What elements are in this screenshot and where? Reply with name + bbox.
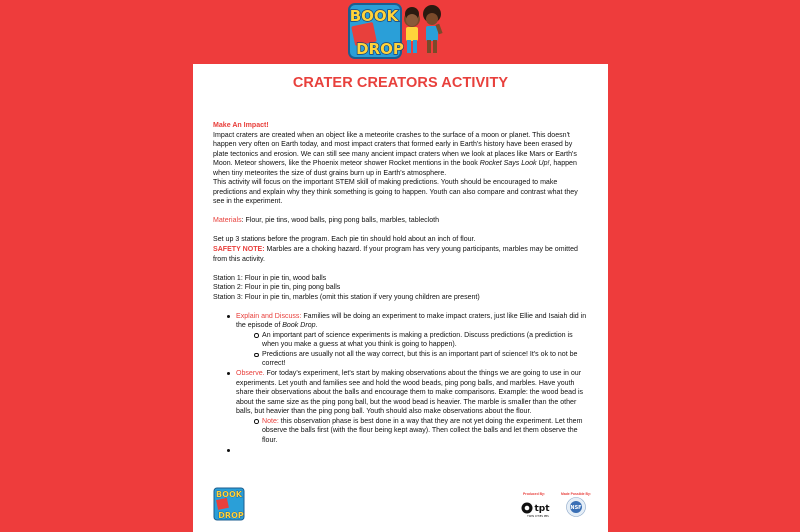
list-item: Predictions are usually not all the way correct, but this is an important part of science! It's ok to not be correct! [262,350,588,369]
svg-text:DROP: DROP [356,40,404,58]
predictions-paragraph: This activity will focus on the important STEM skill of making predictions. Youth should be encouraged to make predictions and explain why they think something is going to happen. Youth can also compare and contrast what they see in the experiment. [213,179,578,206]
materials-line: Materials: Flour, pie tins, wood balls, ping pong balls, marbles, tablecloth [213,217,440,225]
svg-text:BOOK: BOOK [216,490,242,499]
svg-text:TWIN CITIES PBS: TWIN CITIES PBS [527,515,549,518]
character-girl-icon [423,5,443,57]
observe-label: Observe. [236,370,265,378]
list-item-empty [236,445,588,455]
list-item-note: Note: this observation phase is best done in a way that they are not yet doing the experiment. Let them observe the balls first (with the flour being kept away). Then collect the balls and let them observe the flour. [262,417,588,446]
note-label: Note: [262,417,279,425]
book-title-bookdrop: Book Drop [282,322,316,330]
book-drop-logo [340,2,460,60]
produced-by-label: Produced By: [523,492,546,496]
svg-text:tpt: tpt [534,504,550,514]
svg-text:DROP: DROP [218,511,244,520]
list-item-explain: Explain and Discuss: Families will be doing an experiment to make impact craters, just like Ellie and Isaiah did in the episode of Book Drop. An important part of science experiments is making a prediction. Discuss predictions (a prediction is when you make a guess at what you think is going to happen). Predictions are usually not all the way correct, but this is an important part of science! It's ok to not be correct! [236,312,587,368]
station-1: Station 1: Flour in pie tin, wood balls [213,274,327,282]
safety-note: SAFETY NOTE: Marbles are a choking hazard. If your program has very young participants, marbles may be omitted from this activity. [213,246,578,263]
made-possible-by-label: Made Possible By: [561,492,591,496]
tpt-logo [521,500,555,523]
svg-text:BOOK: BOOK [349,7,399,25]
observe-subitems [236,417,588,446]
activity-page [193,64,608,532]
list-item: An important part of science experiments is making a prediction. Discuss predictions (a prediction is when you make a guess at what you think is going to happen). [262,331,588,350]
svg-text:NSF: NSF [570,505,582,511]
list-item-observe: Observe. For today's experiment, let's start by making observations about the things we are going to use in our experiments. Let youth and families see and hold the wood beads, ping pong balls, and marbles. Have youth share their observations about the balls and encourage them to make comparisons. Example: the wood bead is about the same size as the ping pong ball, but the wood bead is heavier. The marble is smaller than the other balls, but heavier than the ping pong ball. Youth should also make observations about the flour. Note: this observation phase is best done in a way that they are not yet doing the experiment. Let them observe the balls first (with the flour being kept away). Then collect the balls and let them observe the flour. [236,369,588,445]
explain-subitems [236,331,588,369]
impact-heading: Make An Impact! [213,122,269,129]
explain-label: Explain and Discuss: [236,312,302,320]
book-title-rocket: Rocket Says Look Up! [479,160,550,168]
page-title: CRATER CREATORS ACTIVITY [292,75,509,91]
materials-label: Materials [213,217,242,225]
nsf-logo [566,497,586,522]
safety-label: SAFETY NOTE: [213,246,265,254]
station-2: Station 2: Flour in pie tin, ping pong balls [213,284,341,292]
station-3: Station 3: Flour in pie tin, marbles (omit this station if very young children are present) [213,293,480,301]
character-boy-icon [404,7,420,57]
footer-book-drop-logo [213,487,245,521]
activity-steps [213,312,588,455]
intro-paragraph: Impact craters are created when an object like a meteorite crashes to the surface of a moon or planet. This doesn't happen very often on Earth today, and most impact craters that formed early in Earth's history have been erased by plate tectonics and erosion. We can still see many ancient impact craters when we look at places like Mars or Earth's Moon. Meteor showers, like the Phoenix meteor shower Rocket mentions in the book Rocket Says Look Up!, happen when tiny meteorites the size of dust grains burn up in Earth's atmosphere. [213,131,577,177]
setup-line: Set up 3 stations before the program. Each pie tin should hold about an inch of flour. [213,236,476,244]
activity-body [213,121,588,455]
